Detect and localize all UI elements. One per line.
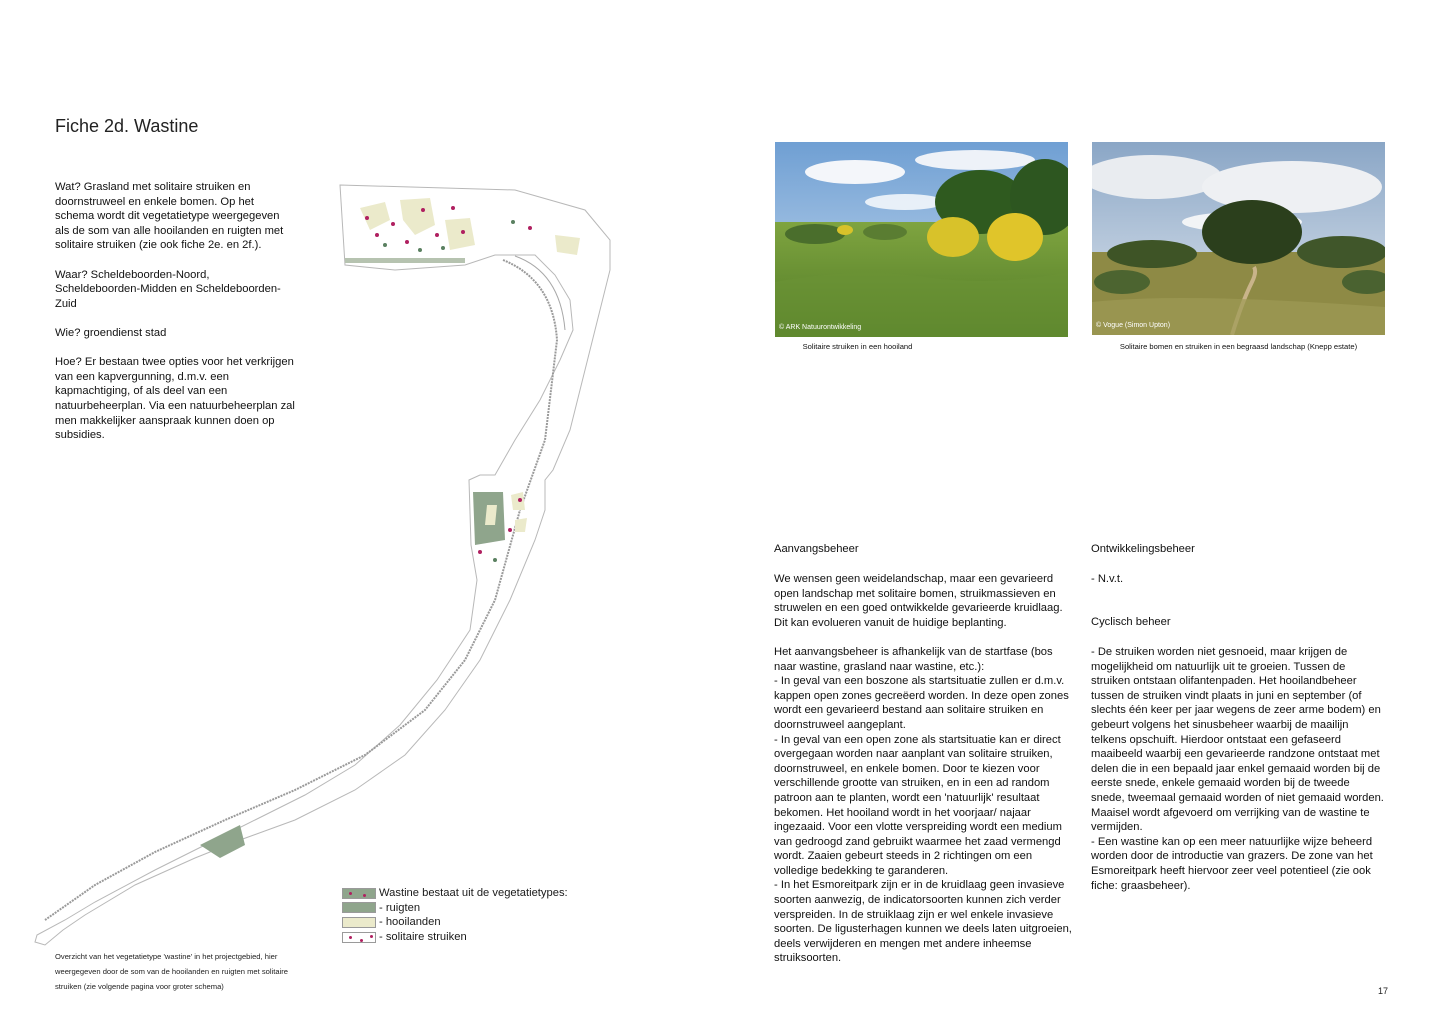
project-area-outline — [35, 185, 610, 945]
legend-item-solitaire-struiken — [342, 930, 568, 945]
page-number: 17 — [1378, 986, 1389, 996]
page-title: Fiche 2d. Wastine — [55, 116, 199, 136]
legend-title-row — [342, 886, 568, 901]
legend-label: - hooilanden — [379, 916, 441, 929]
photo-hooiland — [775, 142, 1068, 337]
intro-hoe: Hoe? Er bestaan twee opties voor het verkrijgen van een kapvergunning, d.m.v. een kapmachtiging, of als deel van een natuurbeheerplan. Via een natuurbeheerplan zal men makkelijker aanspraak kunnen doen op subsidies. — [55, 356, 295, 442]
photo-knepp-image — [1092, 142, 1385, 335]
legend-title: Wastine bestaat uit de vegetatietypes: — [379, 887, 568, 899]
photo-caption: Solitaire struiken in een hooiland — [802, 342, 913, 351]
ontwikkelingsbeheer-text: - N.v.t. — [1091, 573, 1124, 585]
photo-caption: Solitaire bomen en struiken in een begraasd landschap (Knepp estate) — [1119, 342, 1358, 351]
legend-ruigten-swatch — [342, 902, 376, 913]
map-legend — [342, 886, 568, 944]
intro-waar: Waar? Scheldeboorden-Noord, Scheldeboorden-Midden en Scheldeboorden-Zuid — [55, 268, 281, 310]
legend-item-ruigten — [342, 901, 568, 916]
cyclisch-heading: Cyclisch beheer — [1091, 616, 1171, 628]
intro-wie: Wie? groendienst stad — [55, 326, 167, 339]
legend-wastine-swatch — [342, 888, 376, 899]
legend-label: - solitaire struiken — [379, 930, 467, 943]
legend-struiken-swatch — [342, 932, 376, 943]
legend-label: - ruigten — [379, 901, 421, 914]
aanvangsbeheer-p2: Het aanvangsbeheer is afhankelijk van de startfase (bos naar wastine, grasland naar wastine, etc.): - In geval van een boszone als startsituatie zullen er d.m.v. kappen open zones gecreëerd worden. In deze open zones wordt een gevarieerd bestand aan solitaire struiken en doornstruweel aangeplant. - In geval van een open zone als startsituatie kan er direct overgegaan worden naar aanplant van solitaire struiken, doornstruweel, en enkele bomen. Door te kiezen voor verschillende grootte van struiken, en in een ad random patroon aan te planten, wordt een 'natuurlijk' resultaat bekomen. Het hooiland wordt in het voorjaar/ najaar ingezaaid. Voor een vlotte verspreiding wordt een medium van gedroogd zand gebruikt waarmee het zaad vermengd wordt. Zaaien gebeurt steeds in 2 richtingen om een volledige bedekking te garanderen. - In het Esmoreitpark zijn er in de kruidlaag geen invasieve soorten aanwezig, de indicatorsoorten kunnen zich verder verspreiden. In de struiklaag zijn er wel enkele invasieve soorten. De ligusterhagen kunnen we deels laten uitgroeien, deels verwijderen en mengen met andere inheemse struiksoorten. — [774, 645, 1072, 965]
aanvangsbeheer-p1: We wensen geen weidelandschap, maar een gevarieerd open landschap met solitaire bomen, struikmassieven en struwelen en een goed ontwikkelde gevarieerde kruidlaag. Dit kan evolueren vanuit de huidige beplanting. — [774, 573, 1063, 629]
aanvangsbeheer-heading: Aanvangsbeheer — [774, 543, 859, 555]
photo-credit: © ARK Natuurontwikkeling — [779, 324, 862, 331]
photo-knepp — [1092, 142, 1385, 335]
legend-hooilanden-swatch — [342, 917, 376, 928]
photo-hooiland-image — [775, 142, 1068, 337]
intro-wat: Wat? Grasland met solitaire struiken en doornstruweel en enkele bomen. Op het schema wordt dit vegetatietype weergegeven als de som van alle hooilanden en ruigten met solitaire struiken (zie ook fiche 2e. en 2f.). — [55, 181, 284, 252]
cyclisch-text: - De struiken worden niet gesnoeid, maar krijgen de mogelijkheid om natuurlijk uit te groeien. Tussen de struiken ontstaan olifantenpaden. Het hooilandbeheer tussen de struiken vindt plaats in juni en september (of slechts één keer per jaar wegens de zeer arme bodem) en gebeurt volgens het sinusbeheer waarbij de maailijn telkens opschuift. Hierdoor ontstaat een gefaseerd maaibeeld waarbij een gevarieerde randzone ontstaat met delen die in een bepaald jaar enkel gemaaid worden bij de eerste snede, enkele gemaaid worden bij de tweede snede, tweemaal gemaaid worden of niet gemaaid worden. Maaisel wordt afgevoerd om verrijking van de wastine te vermijden. - Een wastine kan op een meer natuurlijke wijze beheerd worden door de introductie van grazers. De zone van het Esmoreitpark heeft hiervoor zeer veel potentieel (zie ook fiche: graasbeheer). — [1091, 646, 1384, 892]
site-map — [25, 180, 625, 950]
legend-item-hooilanden — [342, 915, 568, 930]
aanvangsbeheer-text — [774, 572, 1074, 981]
photo-credit: © Vogue (Simon Upton) — [1096, 322, 1171, 329]
map-caption: Overzicht van het vegetatietype 'wastine' in het projectgebied, hier weergegeven door de som van de hooilanden en ruigten met solitaire struiken (zie volgende pagina voor groter schema) — [55, 952, 289, 991]
ontwikkelingsbeheer-heading: Ontwikkelingsbeheer — [1091, 543, 1195, 555]
